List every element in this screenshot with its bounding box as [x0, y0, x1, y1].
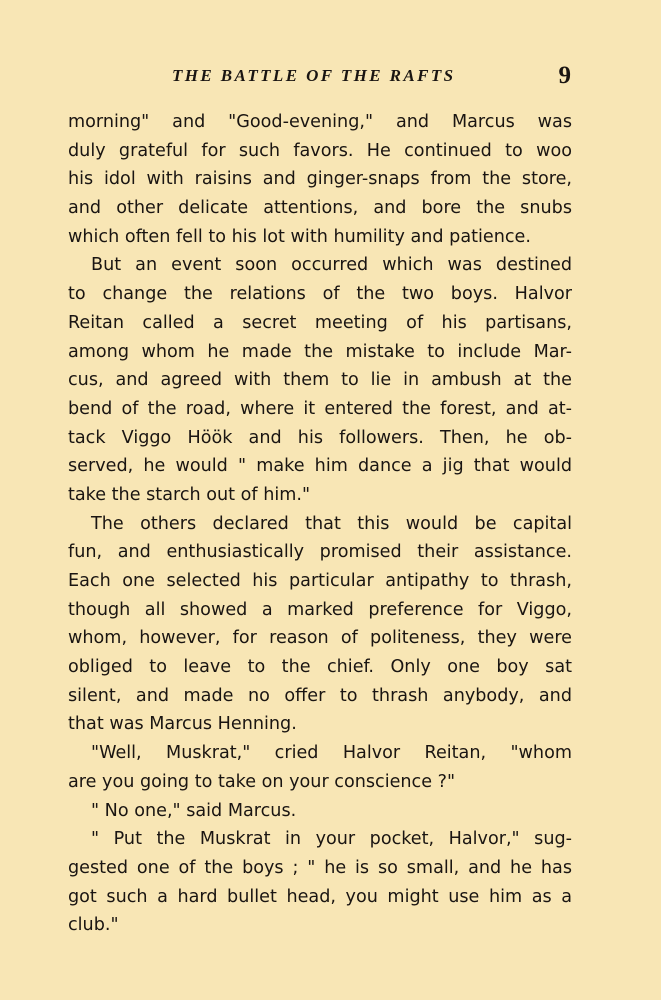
text-line: though all showed a marked preference for Viggo,: [68, 599, 572, 620]
text-line: his idol with raisins and ginger-snaps from the store,: [68, 169, 572, 190]
text-line: which often fell to his lot with humility and patience.: [68, 226, 531, 247]
text-line: The others declared that this would be capital: [91, 513, 572, 534]
text-line: tack Viggo Höök and his followers. Then, he ob-: [68, 427, 572, 448]
text-line: club.": [68, 915, 119, 936]
text-line: to change the relations of the two boys. Halvor: [68, 284, 572, 305]
text-line: Each one selected his particular antipathy to thrash,: [68, 571, 572, 591]
text-line: whom, however, for reason of politeness, they were: [68, 628, 572, 649]
text-line: "Well, Muskrat," cried Halvor Reitan, "whom: [91, 743, 572, 764]
text-line: silent, and made no offer to thrash anybody, and: [68, 685, 572, 706]
text-line: take the starch out of him.": [68, 484, 311, 505]
text-line: fun, and enthusiastically promised their assistance.: [68, 542, 572, 563]
text-line: But an event soon occurred which was destined: [91, 255, 572, 276]
text-line: Reitan called a secret meeting of his partisans,: [68, 312, 572, 333]
text-line: " No one," said Marcus.: [91, 800, 297, 821]
text-line: among whom he made the mistake to include Mar-: [68, 341, 572, 362]
text-line: served, he would " make him dance a jig that would: [68, 456, 572, 477]
running-title: THE BATTLE OF THE RAFTS: [172, 66, 456, 85]
text-line: duly grateful for such favors. He continued to woo: [68, 140, 572, 161]
page-number: 9: [558, 62, 571, 89]
text-line: " Put the Muskrat in your pocket, Halvor," sug-: [91, 829, 572, 850]
text-line: and other delicate attentions, and bore the snubs: [68, 198, 572, 219]
text-line: obliged to leave to the chief. Only one boy sat: [68, 657, 572, 678]
text-line: morning" and "Good-evening," and Marcus was: [68, 112, 572, 132]
text-line: are you going to take on your conscience ?": [68, 771, 456, 792]
page-header: [68, 64, 574, 98]
text-line: that was Marcus Henning.: [68, 714, 297, 735]
text-line: bend of the road, where it entered the forest, and at-: [68, 398, 572, 419]
text-line: gested one of the boys ; " he is so small, and he has: [68, 857, 572, 878]
body-text: [68, 108, 572, 940]
text-line: cus, and agreed with them to lie in ambush at the: [68, 370, 572, 391]
text-line: got such a hard bullet head, you might use him as a: [68, 886, 572, 907]
